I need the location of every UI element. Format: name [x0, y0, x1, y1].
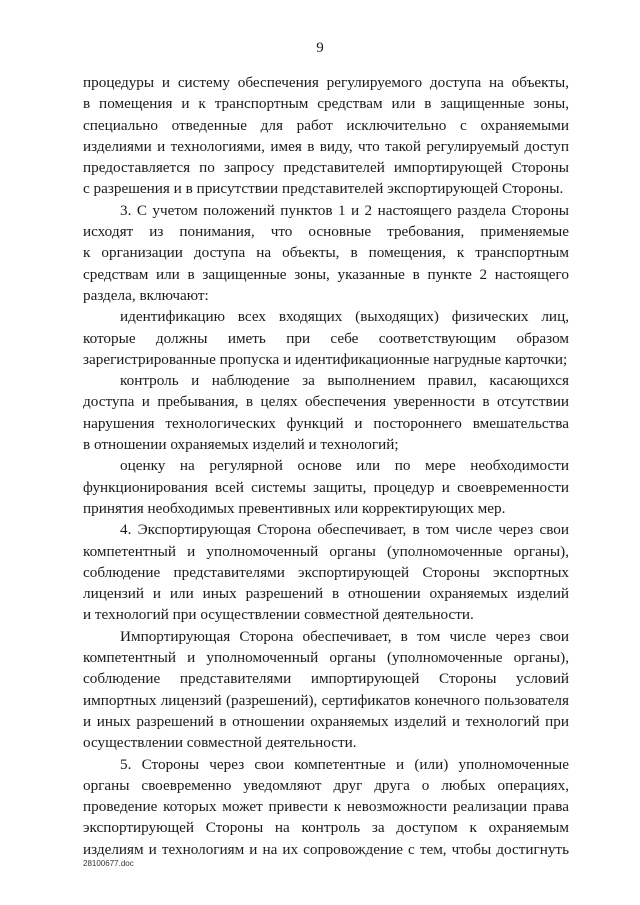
text-line: контроль и наблюдение за выполнением правил, касающихся — [120, 372, 569, 390]
page-number: 9 — [316, 40, 324, 56]
text-line: изделиям и технологиям и на их сопровождение с тем, чтобы достигнуть — [83, 840, 569, 858]
text-line: лицензий и или иных разрешений в отношении охраняемых изделий — [83, 585, 569, 603]
text-line: процедуры и систему обеспечения регулируемого доступа на объекты, — [83, 74, 569, 91]
text-line: исходят из понимания, что основные требования, применяемые — [83, 223, 569, 241]
text-line: 5. Стороны через свои компетентные и (или) уполномоченные — [120, 755, 569, 773]
text-line: оценку на регулярной основе или по мере необходимости — [120, 457, 569, 475]
text-line: функционирования всей системы защиты, процедур и своевременности — [83, 478, 569, 496]
text-line: компетентный и уполномоченный органы (уполномоченные органы), — [83, 649, 569, 667]
text-line: импортных лицензий (разрешений), сертификатов конечного пользователя — [83, 691, 569, 709]
text-line: компетентный и уполномоченный органы (уполномоченные органы), — [83, 542, 569, 560]
text-line: соблюдение представителями экспортирующей Стороны экспортных — [83, 563, 569, 581]
text-line: нарушения технологических функций и постороннего вмешательства — [83, 414, 569, 432]
text-line: осуществлении совместной деятельности. — [83, 734, 357, 752]
text-line: с разрешения и в присутствии представителей экспортирующей Стороны. — [83, 180, 564, 198]
text-line: средствам или в защищенные зоны, указанные в пункте 2 настоящего — [83, 265, 569, 283]
text-line: экспортирующей Стороны на контроль за доступом к охраняемым — [83, 819, 569, 837]
text-line: в отношении охраняемых изделий и технологий; — [83, 436, 399, 454]
text-line: соблюдение представителями импортирующей Стороны условий — [83, 670, 569, 688]
text-line: Импортирующая Сторона обеспечивает, в том числе через свои — [120, 627, 569, 645]
file-name-footer: 28100677.doc — [83, 859, 134, 868]
text-line: органы своевременно уведомляют друг друга о любых операциях, — [83, 776, 569, 794]
text-line: изделиями и технологиями, имея в виду, что такой регулируемый доступ — [83, 137, 569, 155]
text-line: доступа и пребывания, в целях обеспечения уверенности в отсутствии — [83, 393, 569, 411]
text-line: раздела, включают: — [83, 286, 209, 304]
text-line: принятия необходимых превентивных или корректирующих мер. — [83, 499, 506, 517]
text-line: и иных разрешений в отношении охраняемых изделий и технологий при — [83, 712, 569, 730]
text-line: зарегистрированные пропуска и идентификационные нагрудные карточки; — [83, 350, 568, 368]
text-line: идентификацию всех входящих (выходящих) физических лиц, — [120, 308, 569, 326]
text-line: и технологий при осуществлении совместной деятельности. — [83, 606, 474, 624]
text-line: 4. Экспортирующая Сторона обеспечивает, в том числе через свои — [120, 521, 569, 539]
text-line: которые должны иметь при себе соответствующим образом — [83, 329, 569, 347]
text-line: к организации доступа на объекты, в помещения, к транспортным — [83, 244, 569, 262]
text-line: 3. С учетом положений пунктов 1 и 2 настоящего раздела Стороны — [120, 201, 569, 219]
text-line: предоставляется по запросу представителей импортирующей Стороны — [83, 159, 569, 177]
document-body — [83, 72, 569, 860]
text-line: в помещения и к транспортным средствам или в защищенные зоны, — [83, 95, 569, 113]
text-line: специально отведенные для работ исключительно с охраняемыми — [83, 116, 569, 134]
text-line: проведение которых может привести к невозможности реализации права — [83, 798, 569, 816]
